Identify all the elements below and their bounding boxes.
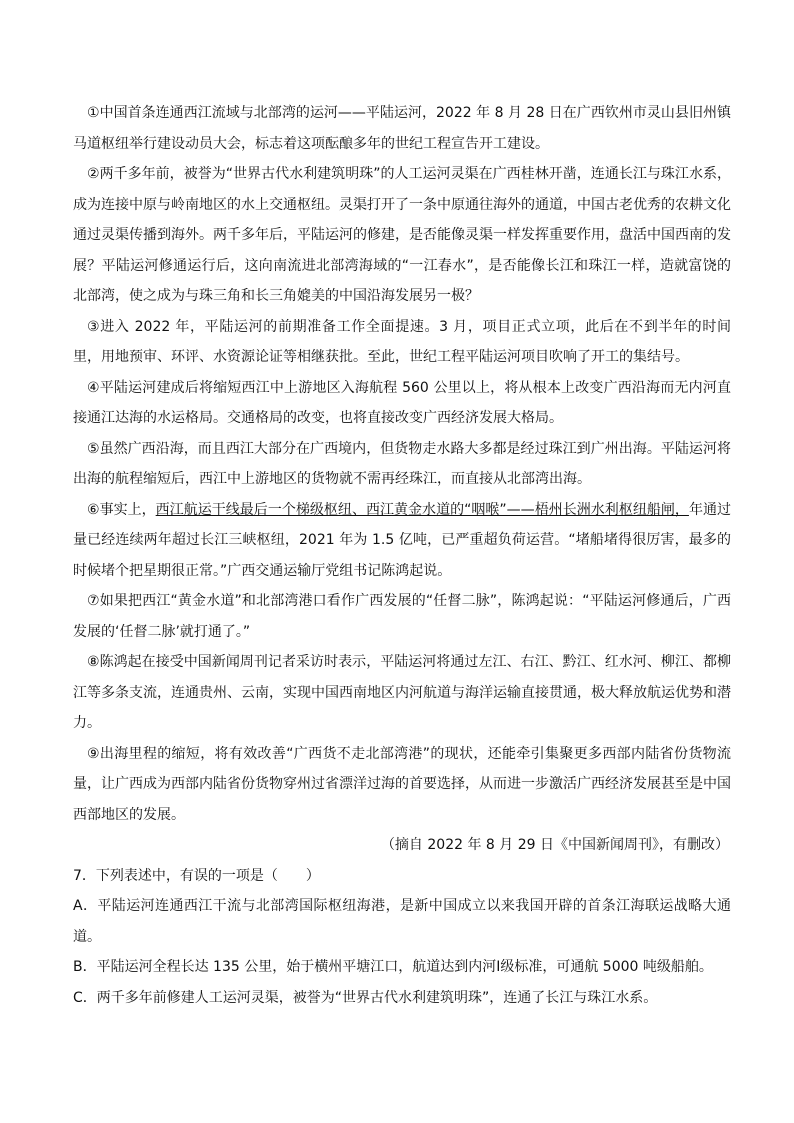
question-7: 7．下列表述中，有误的一项是（ ） bbox=[73, 867, 320, 884]
paragraph-4: ④平陆运河建成后将缩短西江中上游地区入海航程 560 公里以上，将从根本上改变广西沿海而无内河直接通江达海的水运格局。交通格局的改变，也将直接改变广西经济发展大格局。 bbox=[73, 379, 731, 426]
paragraph-6-underlined: 西江航运干线最后一个梯级枢纽、西江黄金水道的“咽喉”——梧州长洲水利枢纽船闸， bbox=[155, 501, 689, 518]
paragraph-5: ⑤虽然广西沿海，而且西江大部分在广西境内，但货物走水路大多都是经过珠江到广州出海。平陆运河将出海的航程缩短后，西江中上游地区的货物就不需再经珠江，而直接从北部湾出海。 bbox=[73, 440, 731, 487]
paragraph-6-rest: 年通过量已经连续两年超过长江三峡枢纽，2021 年为 1.5 亿吨，已严重超负荷运营。“堵船堵得很厉害，最多的时候堵个把星期很正常。”广西交通运输厅党组书记陈鸿起说。 bbox=[73, 501, 731, 579]
paragraph-7: ⑦如果把西江“黄金水道”和北部湾港口看作广西发展的“任督二脉”，陈鸿起说：“平陆运河修通后，广西发展的‘任督二脉’就打通了。” bbox=[73, 593, 731, 640]
paragraph-6 bbox=[73, 495, 731, 587]
option-b: B．平陆运河全程长达 135 公里，始于横州平塘江口，航道达到内河Ⅰ级标准，可通航 5000 吨级船舶。 bbox=[73, 959, 713, 975]
paragraph-9: ⑨出海里程的缩短，将有效改善“广西货不走北部湾港”的现状，还能牵引集聚更多西部内陆省份货物流量，让广西成为西部内陆省份货物穿州过省漂洋过海的首要选择，从而进一步激活广西经济发展甚至是中国西部地区的发展。 bbox=[73, 745, 731, 823]
article-source: （摘自 2022 年 8 月 29 日《中国新闻周刊》，有删改） bbox=[380, 837, 729, 853]
paragraph-6-prefix: ⑥事实上， bbox=[87, 501, 156, 518]
paragraph-3: ③进入 2022 年，平陆运河的前期准备工作全面提速。3 月，项目正式立项，此后在不到半年的时间里，用地预审、环评、水资源论证等相继获批。至此，世纪工程平陆运河项目吹响了开工的集结号。 bbox=[73, 318, 731, 365]
paragraph-1: ①中国首条连通西江流域与北部湾的运河——平陆运河，2022 年 8 月 28 日在广西钦州市灵山县旧州镇马道枢纽举行建设动员大会，标志着这项酝酿多年的世纪工程宣告开工建设。 bbox=[73, 105, 731, 152]
paragraph-8: ⑧陈鸿起在接受中国新闻周刊记者采访时表示，平陆运河将通过左江、右江、黔江、红水河、柳江、都柳江等多条支流，连通贵州、云南，实现中国西南地区内河航道与海洋运输直接贯通，极大释放航运优势和潜力。 bbox=[73, 654, 731, 731]
paragraph-2: ②两千多年前，被誉为“世界古代水利建筑明珠”的人工运河灵渠在广西桂林开凿，连通长江与珠江水系，成为连接中原与岭南地区的水上交通枢纽。灵渠打开了一条中原通往海外的通道，中国古老优秀的农耕文化通过灵渠传播到海外。两千多年后，平陆运河的修建，是否能像灵渠一样发挥重要作用，盘活中国西南的发展？平陆运河修通运行后，这向南流进北部湾海域的“一江春水”，是否能像长江和珠江一样，造就富饶的北部湾，使之成为与珠三角和长三角媲美的中国沿海发展另一极？ bbox=[73, 166, 731, 304]
option-a: A．平陆运河连通西江干流与北部湾国际枢纽海港，是新中国成立以来我国开辟的首条江海联运战略大通道。 bbox=[73, 898, 731, 945]
article-body bbox=[73, 98, 731, 1013]
option-c: C．两千多年前修建人工运河灵渠，被誉为“世界古代水利建筑明珠”，连通了长江与珠江水系。 bbox=[73, 989, 658, 1006]
